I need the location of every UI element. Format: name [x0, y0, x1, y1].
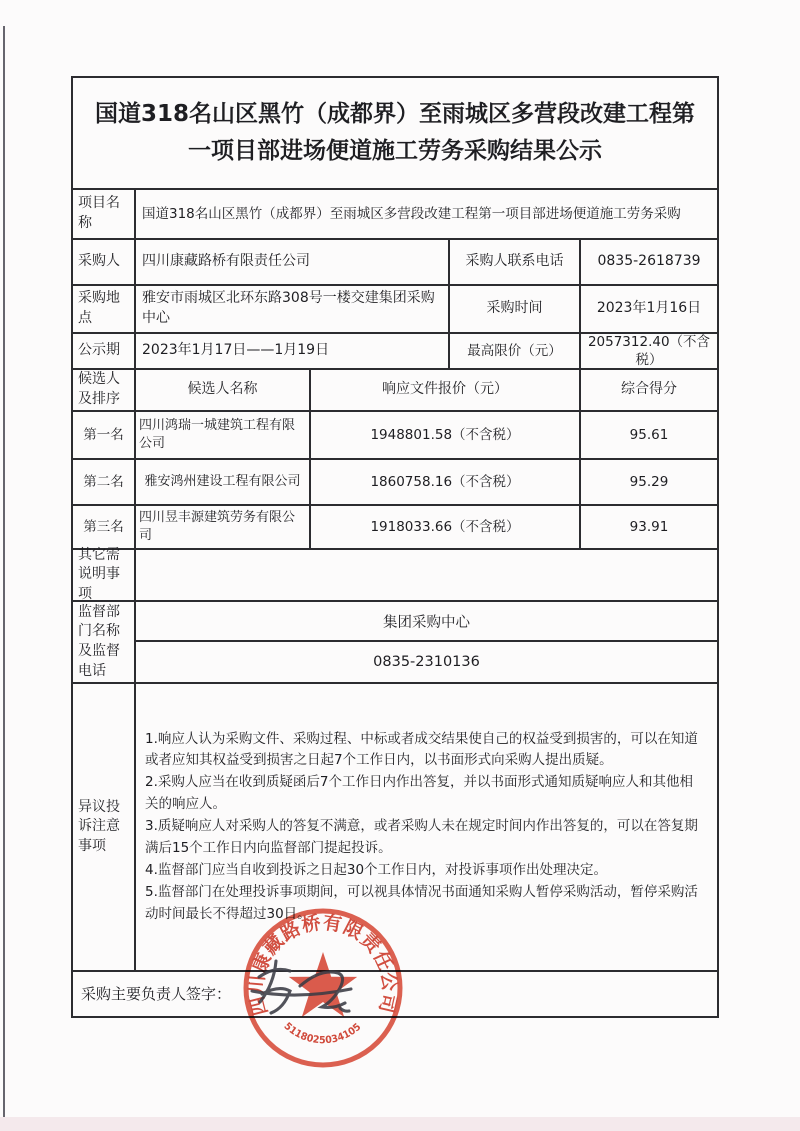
handwritten-signature: [245, 950, 375, 1022]
rank-2-label: 第二名: [73, 460, 136, 504]
supervision-phone: 0835-2310136: [373, 654, 480, 670]
candidate-row-3: [73, 506, 717, 550]
title-row: [73, 78, 717, 190]
candidate-score-header: 综合得分: [621, 381, 677, 398]
candidate-1-price: 1948801.58（不含税）: [311, 412, 581, 458]
max-price-value: 2057312.40（不含税）: [587, 333, 711, 368]
purchase-time-label: 采购时间: [450, 286, 581, 332]
objection-text: [136, 684, 717, 970]
announcement-table: [71, 76, 719, 1018]
candidate-3-price: 1918033.66（不含税）: [311, 506, 581, 548]
seal-number-arc: 5118025034105: [281, 1020, 364, 1047]
other-notes-label: 其它需说明事项: [73, 550, 136, 600]
candidate-name-header: 候选人名称: [136, 370, 311, 410]
candidate-price-header: 响应文件报价（元）: [311, 370, 581, 410]
purchaser-phone-value: 0835-2618739: [597, 253, 701, 270]
document-title: 国道318名山区黑竹（成都界）至雨城区多营段改建工程第一项目部进场便道施工劳务采购结果公示: [94, 101, 695, 164]
project-name-value: 国道318名山区黑竹（成都界）至雨城区多营段改建工程第一项目部进场便道施工劳务采购: [142, 205, 681, 222]
other-notes-row: [73, 546, 717, 602]
seal-company-arc: 四川康藏路桥有限责任公司: [245, 911, 401, 1018]
purchase-time-value: 2023年1月16日: [596, 300, 702, 317]
candidate-row-1: [73, 412, 717, 460]
scan-page-edge: [3, 26, 5, 1126]
other-notes-value: [136, 550, 717, 600]
publicity-period-label: 公示期: [73, 334, 136, 368]
objection-item-1: 1.响应人认为采购文件、采购过程、中标或者成交结果使自己的权益受到损害的，可以在知道或者应知其权益受到损害之日起7个工作日内，以书面形式向采购人提出质疑。: [145, 730, 698, 769]
publicity-period-row: [73, 334, 717, 370]
supervision-row: [73, 602, 717, 684]
location-value: 雅安市雨城区北环东路308号一楼交建集团采购中心: [136, 286, 450, 332]
rank-3-label: 第三名: [73, 506, 136, 548]
project-name-label: 项目名称: [73, 190, 136, 238]
purchaser-label: 采购人: [73, 240, 136, 284]
candidate-3-name: 四川昱丰源建筑劳务有限公司: [136, 506, 311, 548]
purchaser-value: 四川康藏路桥有限责任公司: [136, 240, 450, 284]
supervision-department: 集团采购中心: [136, 602, 717, 642]
candidate-1-score: 95.61: [629, 426, 669, 443]
candidate-1-name: 四川鸿瑞一城建筑工程有限公司: [136, 412, 311, 458]
objection-item-5: 5.监督部门在处理投诉事项期间，可以视具体情况书面通知采购人暂停采购活动，暂停采购活动时间最长不得超过30日。: [145, 883, 698, 922]
candidate-3-score: 93.91: [629, 518, 669, 535]
candidate-2-price: 1860758.16（不含税）: [311, 460, 581, 504]
objection-item-4: 4.监督部门应当自收到投诉之日起30个工作日内，对投诉事项作出处理决定。: [145, 861, 608, 878]
signature-label: 采购主要负责人签字：: [81, 984, 232, 1003]
objection-label: 异议投诉注意事项: [73, 684, 136, 970]
candidates-header-row: [73, 370, 717, 412]
supervision-values: [136, 602, 717, 682]
rank-1-label: 第一名: [73, 412, 136, 458]
purchaser-row: [73, 240, 717, 286]
scan-bottom-edge: [0, 1117, 800, 1131]
candidate-2-name: 雅安鸿州建设工程有限公司: [136, 460, 311, 504]
max-price-label: 最高限价（元）: [450, 334, 581, 368]
purchaser-phone-label: 采购人联系电话: [450, 240, 581, 284]
project-name-row: [73, 190, 717, 240]
candidate-2-score: 95.29: [629, 473, 669, 490]
objection-item-2: 2.采购人应当在收到质疑函后7个工作日内作出答复，并以书面形式通知质疑响应人和其他相关的响应人。: [145, 774, 693, 813]
publicity-period-value: 2023年1月17日——1月19日: [136, 334, 450, 368]
objection-item-3: 3.质疑响应人对采购人的答复不满意，或者采购人未在规定时间内作出答复的，可以在答复期满后15个工作日内向监督部门提起投诉。: [145, 818, 698, 856]
location-row: [73, 286, 717, 334]
supervision-label: 监督部门名称及监督电话: [73, 602, 136, 682]
location-label: 采购地点: [73, 286, 136, 332]
candidate-row-2: [73, 460, 717, 506]
candidates-section-label: 候选人及排序: [73, 370, 136, 410]
